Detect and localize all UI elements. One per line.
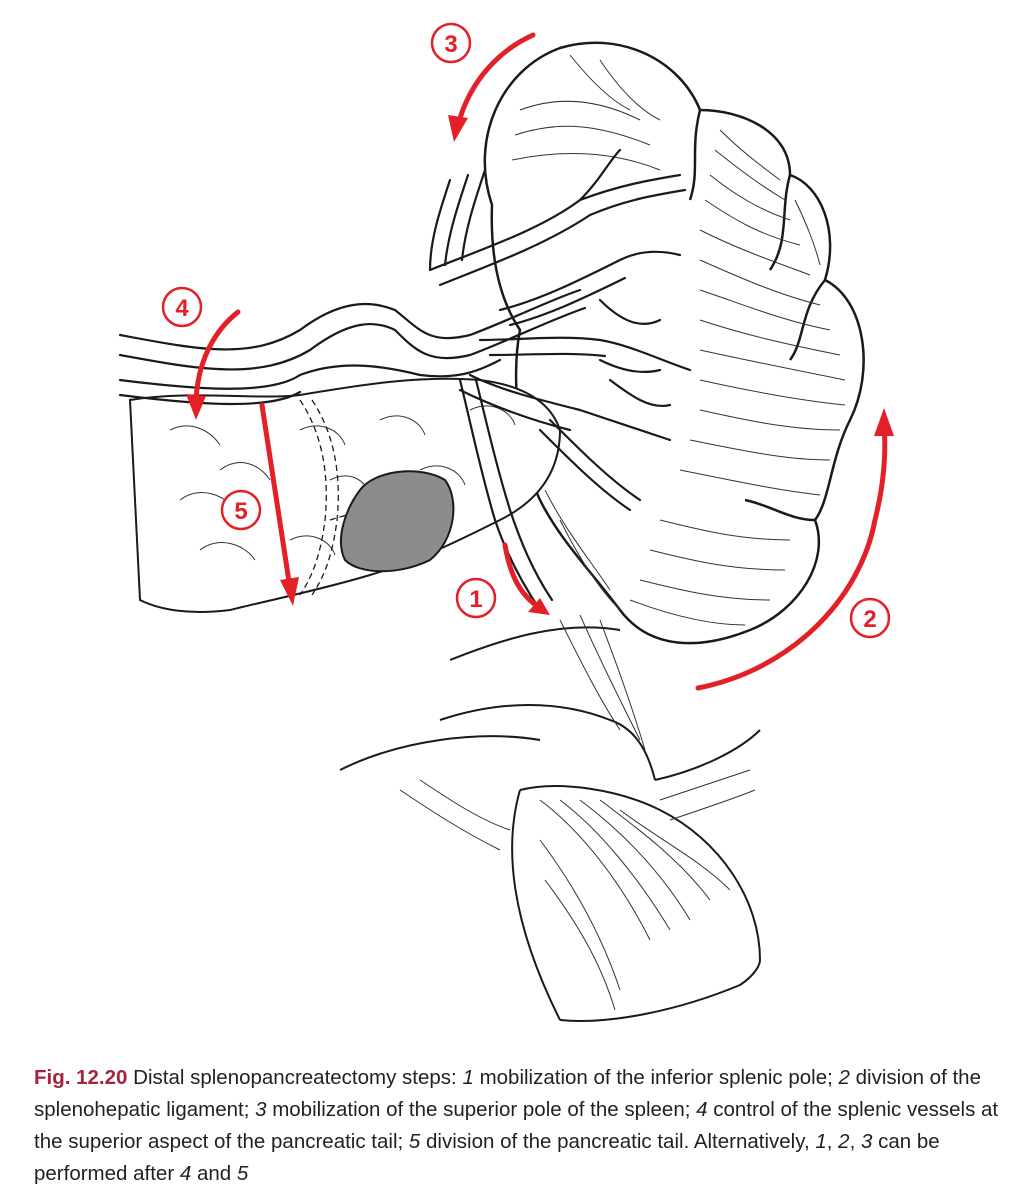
caption-step-2-text: division of the splenohepatic ligament;: [34, 1066, 981, 1121]
caption-step-5-num: 5: [408, 1130, 421, 1153]
caption-step-1-num: 1: [462, 1066, 474, 1089]
caption-alt-mid: can be performed after: [34, 1130, 940, 1185]
step-marker-4: [163, 288, 201, 326]
caption-step-2-num: 2: [838, 1066, 850, 1089]
caption-intro: Distal splenopancreatectomy steps:: [133, 1066, 457, 1089]
spleen: [485, 43, 864, 643]
step-marker-3: [432, 24, 470, 62]
spleen-outline: [485, 43, 864, 643]
step-number-1: 1: [469, 586, 483, 613]
caption-alt-5: 5: [236, 1162, 249, 1185]
caption-alt-4: 4: [179, 1162, 192, 1185]
caption-alt-3: 3: [860, 1130, 873, 1153]
caption-alt-1: 1: [815, 1130, 827, 1153]
arrow-step-1: [505, 545, 540, 608]
caption-step-3-num: 3: [255, 1098, 267, 1121]
step-number-5: 5: [234, 498, 248, 525]
figure-caption: Fig. 12.20 Distal splenopancreatectomy steps: 1 mobilization of the inferior splenic pole; 2 division of the splenohepatic ligament; 3 mobilization of the superior pole of the spleen; 4 control of the splenic vessels at the superior aspect of the pancreatic tail; 5 division of the pancreatic tail. Alternatively, 1, 2, 3 can be performed after 4 and 5: [34, 1066, 999, 1185]
figure-label: Fig. 12.20: [34, 1066, 128, 1089]
caption-alt-2: 2: [838, 1130, 850, 1153]
step-number-2: 2: [863, 606, 877, 633]
step-number-3: 3: [444, 31, 458, 58]
caption-alt-and: and: [196, 1162, 232, 1185]
caption-step-4-text: control of the splenic vessels at the superior aspect of the pancreatic tail;: [34, 1098, 999, 1153]
arrow-step-4: [196, 312, 238, 400]
step-marker-1: [457, 579, 495, 617]
caption-step-3-text: mobilization of the superior pole of the spleen;: [272, 1098, 691, 1121]
step-number-4: 4: [175, 295, 189, 322]
caption-step-5-text: division of the pancreatic tail. Alternatively,: [426, 1130, 810, 1153]
step-marker-5: [222, 491, 260, 529]
arrow-step-3-head: [448, 115, 468, 142]
step-marker-2: [851, 599, 889, 637]
stomach-region: [340, 615, 760, 1021]
arrow-step-2-head: [874, 408, 894, 436]
caption-step-1-text: mobilization of the inferior splenic pole;: [479, 1066, 833, 1089]
caption-step-4-num: 4: [696, 1098, 708, 1121]
